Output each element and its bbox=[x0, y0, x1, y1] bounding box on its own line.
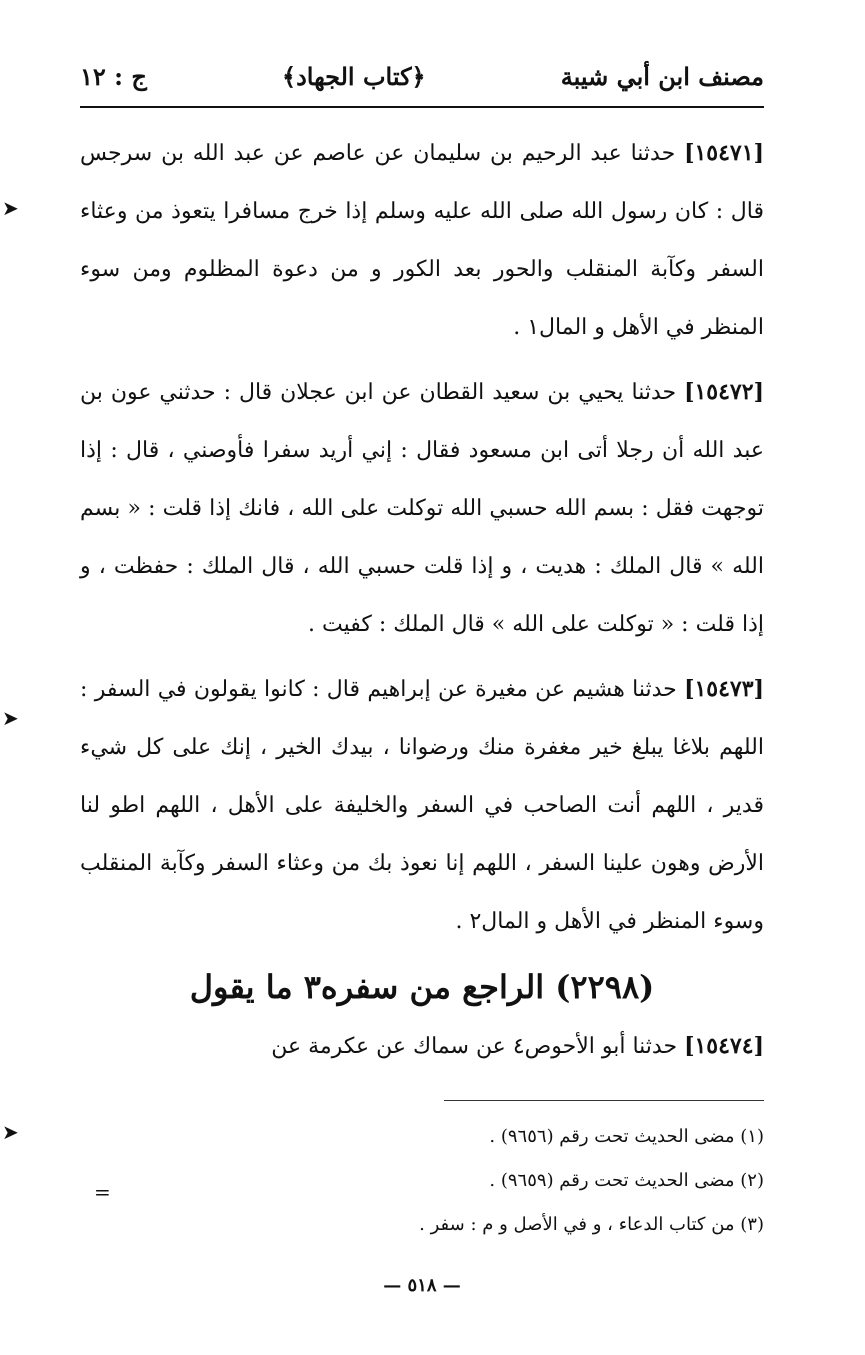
hadith-text: حدثنا يحيي بن سعيد القطان عن ابن عجلان قال : حدثني عون بن عبد الله أن رجلا أتى ابن مسعود فقال : إني أريد سفرا فأوصني ، قال : إذا توجهت فقل : بسم الله حسبي الله توكلت على الله ، فانك إذا قلت : « بسم الله » قال الملك : هديت ، و إذا قلت حسبي الله ، قال الملك : حفظت ، و إذا قلت : « توكلت على الله » قال الملك : كفيت . bbox=[80, 380, 764, 637]
hadith-number: [١٥٤٧٣] bbox=[684, 676, 764, 702]
margin-arrow-mark: ➤ bbox=[2, 706, 19, 730]
hadith-paragraph bbox=[80, 124, 764, 357]
hadith-paragraph bbox=[80, 660, 764, 951]
hadith-text: حدثنا أبو الأحوص٤ عن سماك عن عكرمة عن bbox=[271, 1034, 685, 1059]
hadith-text: حدثنا عبد الرحيم بن سليمان عن عاصم عن عبد الله بن سرجس قال : كان رسول الله صلى الله عليه وسلم إذا خرج مسافرا يتعوذ من وعثاء السفر وكآبة المنقلب والحور بعد الكور و من دعوة المظلوم ومن سوء المنظر في الأهل و المال١ . bbox=[80, 141, 764, 340]
document-page bbox=[80, 56, 764, 1296]
header-section-title: ﴿كتاب الجهاد﴾ bbox=[282, 61, 426, 91]
footnote: (٣) من كتاب الدعاء ، و في الأصل و م : سفر . bbox=[419, 1214, 764, 1235]
hadith-text: حدثنا هشيم عن مغيرة عن إبراهيم قال : كانوا يقولون في السفر : اللهم بلاغا يبلغ خير مغفرة منك ورضوانا ، بيدك الخير ، إنك على كل شيء قدير ، اللهم أنت الصاحب في السفر والخليفة على الأهل ، اللهم اطو لنا الأرض وهون علينا السفر ، اللهم إنا نعوذ بك من وعثاء السفر وكآبة المنقلب وسوء المنظر في الأهل و المال٢ . bbox=[80, 677, 764, 934]
footnote: (٢) مضى الحديث تحت رقم (٩٦٥٩) . bbox=[489, 1170, 764, 1191]
margin-arrow-mark: ➤ bbox=[2, 1120, 19, 1144]
page-number: — ٥١٨ — bbox=[383, 1275, 461, 1296]
margin-equals-mark: = bbox=[94, 1180, 111, 1204]
footnote: (١) مضى الحديث تحت رقم (٩٦٥٦) . bbox=[489, 1126, 764, 1147]
page-header bbox=[80, 56, 764, 96]
hadith-paragraph bbox=[80, 1017, 764, 1076]
header-book-title: مصنف ابن أبي شيبة bbox=[560, 61, 764, 91]
hadith-number: [١٥٤٧١] bbox=[684, 140, 764, 166]
header-divider bbox=[80, 106, 764, 108]
hadith-number: [١٥٤٧٤] bbox=[684, 1033, 764, 1059]
chapter-title: (٢٢٩٨) الراجع من سفره٣ ما يقول bbox=[189, 968, 655, 1006]
margin-arrow-mark: ➤ bbox=[2, 196, 19, 220]
hadith-number: [١٥٤٧٢] bbox=[684, 379, 764, 405]
header-volume: ج : ١٢ bbox=[80, 61, 147, 91]
footnote-divider bbox=[444, 1100, 764, 1101]
hadith-paragraph bbox=[80, 363, 764, 654]
